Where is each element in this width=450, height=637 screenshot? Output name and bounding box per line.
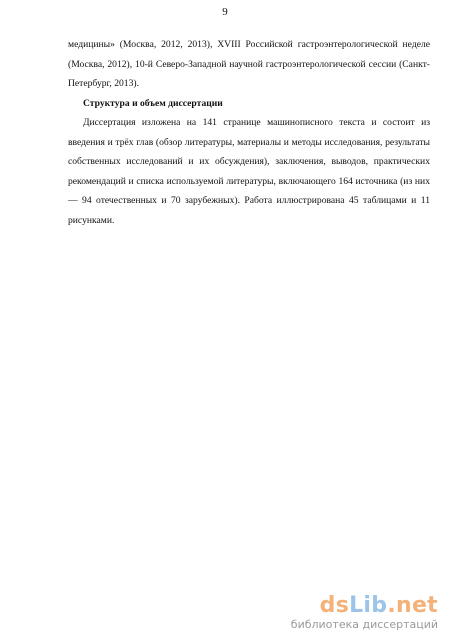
- logo-lib: Lib: [349, 593, 388, 618]
- page-number: 9: [222, 6, 228, 18]
- dslib-logo: [291, 594, 438, 618]
- section-heading: Структура и объем диссертации: [83, 97, 223, 109]
- document-body: [68, 35, 430, 230]
- paragraph-continuation: медицины» (Москва, 2012, 2013), XVIII Российской гастроэнтерологической неделе (Москва, 2012), 10-й Северо-Западной научной гастроэнтерологической сессии (Санкт-Петербург, 2013).: [68, 39, 430, 89]
- watermark-subtitle: библиотека диссертаций: [290, 618, 438, 631]
- logo-ds: ds: [319, 593, 350, 618]
- logo-net: .net: [387, 593, 438, 618]
- dslib-watermark: [291, 594, 438, 631]
- paragraph-structure: Диссертация изложена на 141 странице машинописного текста и состоит из введения и трёх глав (обзор литературы, материалы и методы исследования, результаты собственных исследований и их обсуждения), заключения, выводов, практических рекомендаций и списка используемой литературы, включающего 164 источника (из них — 94 отечественных и 70 зарубежных). Работа иллюстрирована 45 таблицами и 11 рисунками.: [68, 117, 430, 226]
